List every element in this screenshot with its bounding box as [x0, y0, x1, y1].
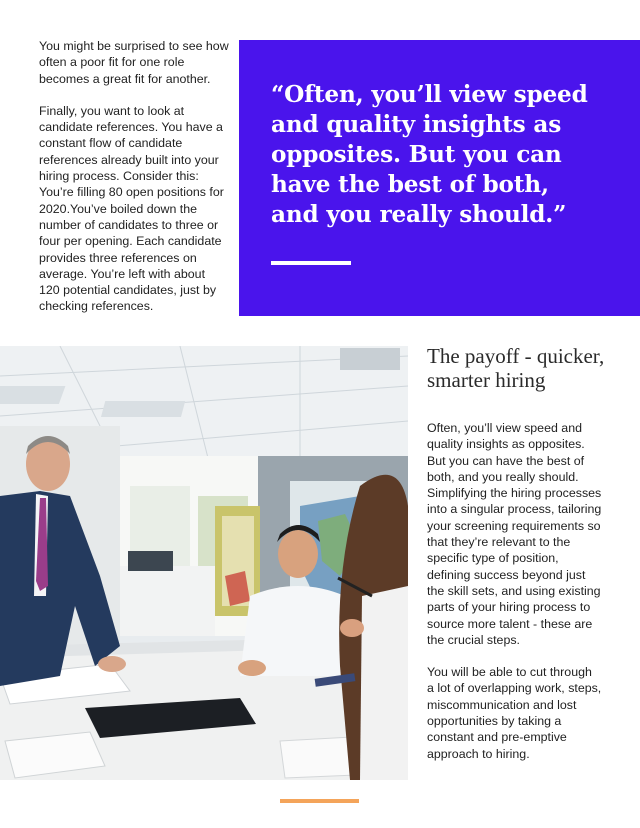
- section-title: The payoff - quicker, smarter hiring: [427, 344, 605, 392]
- pull-quote-text: “Often, you’ll view speed and quality insights as opposites. But you can have the best of both, and you really should.”: [271, 81, 588, 228]
- quote-divider: [271, 261, 351, 265]
- section-paragraph: You will be able to cut through a lot of overlapping work, steps, miscommunication and lost opportunities by taking a constant and pre-emptive approach to hiring.: [427, 665, 602, 761]
- section-paragraph: Often, you’ll view speed and quality insights as opposites. But you can have the best of both, and you really should. Simplifying the hiring processes into a singular process, tailoring your screening requirements so that they’re relevant to the specific type of position, defining success beyond just the skill sets, and using existing parts of your hiring process to source more talent - these are the crucial steps.: [427, 421, 602, 647]
- intro-text-column: [39, 38, 229, 331]
- office-meeting-photo: [0, 346, 408, 780]
- intro-paragraph: Finally, you want to look at candidate references. You have a constant flow of candidate references already built into your hiring process. Consider this: You’re filling 80 open positions for 2020.You’ve boiled down the number of candidates to three or four per opening. Each candidate provides three references on average. You’re left with about 120 potential candidates, just by checking references.: [39, 103, 224, 314]
- section-body: [427, 420, 602, 778]
- footer-accent-rule: [280, 799, 359, 803]
- pull-quote-box: [239, 40, 640, 316]
- intro-paragraph: You might be surprised to see how often a poor fit for one role becomes a great fit for another.: [39, 39, 229, 86]
